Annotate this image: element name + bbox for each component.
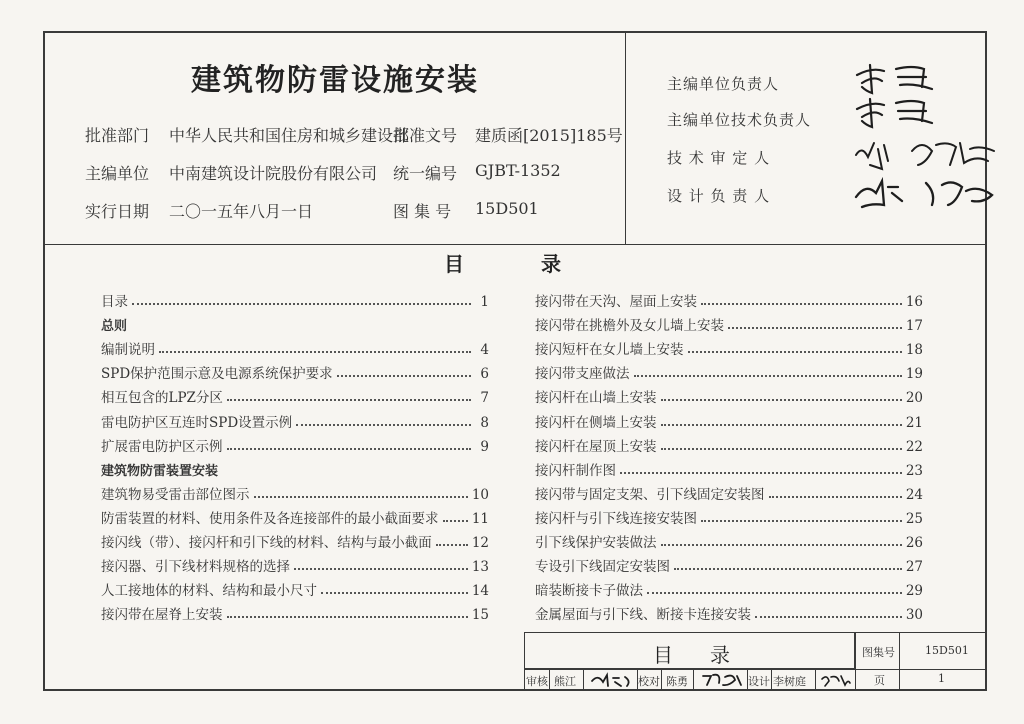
toc-right-column xyxy=(535,286,923,623)
toc-entry-page: 13 xyxy=(471,559,489,576)
drawing-frame xyxy=(43,31,987,691)
meta-value: GJBT-1352 xyxy=(475,161,561,180)
toc-entry-page: 4 xyxy=(480,342,489,359)
atlas-number-label: 图集号 xyxy=(862,646,895,659)
toc-leader-dots xyxy=(227,399,471,401)
toc-leader-dots xyxy=(227,616,468,618)
toc-leader-dots xyxy=(296,424,471,426)
meta-label: 图 集 号 xyxy=(393,202,452,221)
toc-entry[interactable] xyxy=(535,310,923,334)
toc-heading-char: 目 xyxy=(444,252,464,276)
toc-leader-dots xyxy=(337,375,471,377)
header-info xyxy=(45,33,626,244)
toc-entry-page: 22 xyxy=(905,438,923,455)
toc-leader-dots xyxy=(647,592,902,594)
toc-entry[interactable] xyxy=(535,358,923,382)
toc-left-column xyxy=(101,286,489,623)
sheet-name xyxy=(525,633,855,669)
toc-entry-title: 相互包含的LPZ分区 xyxy=(101,390,223,407)
toc-entry-page: 19 xyxy=(905,366,923,383)
toc-entry[interactable] xyxy=(101,575,489,599)
toc-entry-title: 接闪杆在屋顶上安装 xyxy=(535,438,657,455)
toc-entry-title: 暗装断接卡子做法 xyxy=(535,583,643,600)
design-signature xyxy=(819,671,853,688)
check-label: 校对 xyxy=(638,675,660,688)
toc-entry[interactable] xyxy=(101,551,489,575)
toc-entry-title: 金属屋面与引下线、断接卡连接安装 xyxy=(535,607,751,624)
toc-leader-dots xyxy=(755,616,902,618)
toc-entry-page: 1 xyxy=(480,294,489,311)
toc-leader-dots xyxy=(661,399,902,401)
toc-entry[interactable] xyxy=(101,527,489,551)
toc-leader-dots xyxy=(769,496,902,498)
toc-leader-dots xyxy=(634,375,902,377)
toc-entry[interactable] xyxy=(535,382,923,406)
toc-entry-page: 23 xyxy=(905,462,923,479)
sheet-name-char: 录 xyxy=(710,643,730,667)
toc-entry[interactable] xyxy=(101,358,489,382)
toc-entry-title: 目录 xyxy=(101,294,128,311)
toc-entry-page: 25 xyxy=(905,510,923,527)
signatory-label: 设 计 负 责 人 xyxy=(667,187,771,205)
meta-label: 批准部门 xyxy=(85,126,150,145)
design-label: 设计 xyxy=(748,675,770,688)
toc-entry-title: 编制说明 xyxy=(101,342,155,359)
toc-entry-page: 24 xyxy=(905,486,923,503)
page-value: 1 xyxy=(938,672,945,685)
signatory-label: 技 术 审 定 人 xyxy=(667,149,771,167)
toc-leader-dots xyxy=(294,568,468,570)
toc-entry-title: SPD保护范围示意及电源系统保护要求 xyxy=(101,366,333,383)
review-signature xyxy=(589,671,635,688)
toc-entry-page: 30 xyxy=(905,607,923,624)
toc-entry-title: 总则 xyxy=(101,319,128,335)
toc-entry-page: 8 xyxy=(480,414,489,431)
toc-entry[interactable] xyxy=(101,599,489,623)
toc-leader-dots xyxy=(436,544,468,546)
signatory-block xyxy=(625,33,985,244)
toc-entry-page: 10 xyxy=(471,486,489,503)
toc-leader-dots xyxy=(701,303,902,305)
toc-leader-dots xyxy=(227,448,472,450)
toc-leader-dots xyxy=(159,351,471,353)
signature-mark xyxy=(852,97,942,133)
toc-leader-dots xyxy=(620,472,902,474)
toc-entry-page: 26 xyxy=(905,535,923,552)
toc-entry-page: 6 xyxy=(480,366,489,383)
toc-section-heading xyxy=(101,310,489,334)
toc-entry[interactable] xyxy=(535,334,923,358)
sheet-name-char: 目 xyxy=(653,643,673,667)
toc-entry[interactable] xyxy=(535,575,923,599)
toc-entry-title: 建筑物防雷装置安装 xyxy=(101,463,219,479)
meta-label: 实行日期 xyxy=(85,202,150,221)
toc-entry-title: 引下线保护安装做法 xyxy=(535,535,657,552)
toc-entry-page: 15 xyxy=(471,607,489,624)
atlas-number-value: 15D501 xyxy=(925,644,969,657)
toc-entry[interactable] xyxy=(101,382,489,406)
toc-heading-char: 录 xyxy=(541,252,561,276)
toc-leader-dots xyxy=(321,592,468,594)
design-name: 李树庭 xyxy=(773,675,806,688)
toc-entry-page: 9 xyxy=(480,438,489,455)
toc-entry-page: 16 xyxy=(905,294,923,311)
toc-leader-dots xyxy=(688,351,902,353)
toc-entry-title: 人工接地体的材料、结构和最小尺寸 xyxy=(101,583,317,600)
toc-entry-page: 11 xyxy=(471,510,489,527)
toc-entry[interactable] xyxy=(535,599,923,623)
meta-label: 主编单位 xyxy=(85,164,150,183)
toc-entry[interactable] xyxy=(535,455,923,479)
meta-value: 中华人民共和国住房和城乡建设部 xyxy=(169,126,410,145)
check-signature xyxy=(699,671,745,688)
toc-entry[interactable] xyxy=(535,479,923,503)
toc-entry-title: 建筑物易受雷击部位图示 xyxy=(101,486,250,503)
toc-entry[interactable] xyxy=(535,503,923,527)
document-title: 建筑物防雷设施安装 xyxy=(191,63,479,98)
toc-leader-dots xyxy=(701,520,902,522)
signature-mark xyxy=(852,173,1002,213)
check-name: 陈勇 xyxy=(666,675,688,688)
toc-section-heading xyxy=(101,455,489,479)
toc-entry-title: 接闪杆制作图 xyxy=(535,462,616,479)
toc-leader-dots xyxy=(674,568,902,570)
toc-heading xyxy=(45,248,985,276)
toc-entry-title: 接闪带在屋脊上安装 xyxy=(101,607,223,624)
toc-entry-title: 接闪带在挑檐外及女儿墙上安装 xyxy=(535,318,724,335)
toc-entry-title: 接闪带与固定支架、引下线固定安装图 xyxy=(535,486,765,503)
meta-value: 二〇一五年八月一日 xyxy=(169,202,314,221)
signatory-label: 主编单位技术负责人 xyxy=(667,111,812,129)
toc-entry[interactable] xyxy=(535,431,923,455)
meta-value: 中南建筑设计院股份有限公司 xyxy=(169,164,378,183)
review-name: 熊江 xyxy=(554,675,576,688)
toc-entry[interactable] xyxy=(101,406,489,430)
signature-mark xyxy=(852,61,942,97)
toc-entry[interactable] xyxy=(101,286,489,310)
toc-leader-dots xyxy=(254,496,468,498)
toc-entry-title: 接闪短杆在女儿墙上安装 xyxy=(535,342,684,359)
meta-value: 建质函[2015]185号 xyxy=(475,126,623,145)
toc-entry-page: 14 xyxy=(471,583,489,600)
toc-entry-title: 接闪杆在山墙上安装 xyxy=(535,390,657,407)
title-block xyxy=(524,632,985,689)
toc-entry-page: 20 xyxy=(905,390,923,407)
meta-label: 批准文号 xyxy=(393,126,458,145)
toc-leader-dots xyxy=(661,448,902,450)
toc-entry[interactable] xyxy=(101,479,489,503)
toc-entry-page: 29 xyxy=(905,583,923,600)
signature-mark xyxy=(852,135,1002,175)
toc-entry-page: 12 xyxy=(471,535,489,552)
signatory-label: 主编单位负责人 xyxy=(667,75,780,93)
toc-entry-title: 专设引下线固定安装图 xyxy=(535,559,670,576)
meta-label: 统一编号 xyxy=(393,164,458,183)
toc-entry-title: 接闪杆在侧墙上安装 xyxy=(535,414,657,431)
toc-entry-title: 雷电防护区互连时SPD设置示例 xyxy=(101,414,293,431)
toc-entry-page: 18 xyxy=(905,342,923,359)
meta-value: 15D501 xyxy=(475,199,539,218)
toc-entry[interactable] xyxy=(101,431,489,455)
toc-entry-title: 接闪带在天沟、屋面上安装 xyxy=(535,294,697,311)
toc-leader-dots xyxy=(661,544,902,546)
toc-entry-title: 防雷装置的材料、使用条件及各连接部件的最小截面要求 xyxy=(101,510,439,527)
review-label: 审核 xyxy=(526,675,548,688)
toc-entry[interactable] xyxy=(101,334,489,358)
toc-leader-dots xyxy=(661,424,902,426)
toc-entry-page: 21 xyxy=(905,414,923,431)
toc-leader-dots xyxy=(443,520,468,522)
toc-leader-dots xyxy=(728,327,902,329)
toc-entry[interactable] xyxy=(101,503,489,527)
toc-entry[interactable] xyxy=(535,406,923,430)
toc-entry[interactable] xyxy=(535,551,923,575)
page-label: 页 xyxy=(874,674,885,687)
toc-leader-dots xyxy=(132,303,471,305)
toc-entry[interactable] xyxy=(535,527,923,551)
toc-entry-title: 接闪杆与引下线连接安装图 xyxy=(535,510,697,527)
toc-entry-page: 7 xyxy=(480,390,489,407)
toc-entry[interactable] xyxy=(535,286,923,310)
toc-entry-page: 27 xyxy=(905,559,923,576)
toc-entry-page: 17 xyxy=(905,318,923,335)
toc-entry-title: 接闪带支座做法 xyxy=(535,366,630,383)
toc-entry-title: 扩展雷电防护区示例 xyxy=(101,438,223,455)
toc-entry-title: 接闪器、引下线材料规格的选择 xyxy=(101,559,290,576)
header-block xyxy=(45,33,985,245)
toc-entry-title: 接闪线（带）、接闪杆和引下线的材料、结构与最小截面 xyxy=(101,535,432,552)
